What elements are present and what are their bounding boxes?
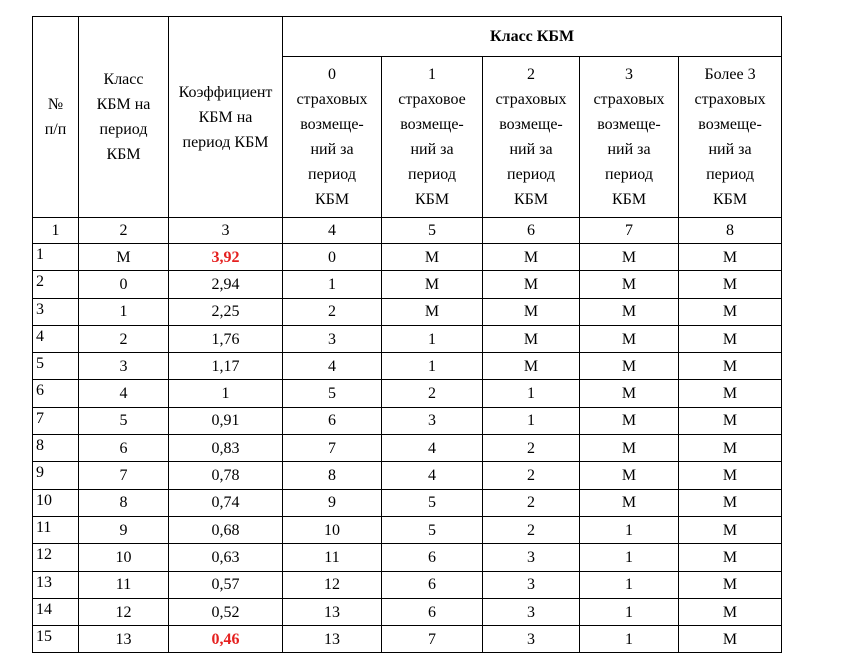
row-claims-2: 1: [483, 407, 580, 434]
row-claims-3: М: [580, 462, 679, 489]
row-claims-more: М: [679, 626, 782, 653]
row-claims-0: 3: [283, 325, 382, 352]
row-coefficient: 0,57: [169, 571, 283, 598]
row-claims-more: М: [679, 571, 782, 598]
row-claims-2: 1: [483, 380, 580, 407]
row-claims-1: 2: [382, 380, 483, 407]
row-claims-2: 2: [483, 489, 580, 516]
table-row: [33, 489, 782, 516]
table-row: [33, 626, 782, 653]
row-coefficient: 1,76: [169, 325, 283, 352]
row-index: 10: [33, 489, 79, 516]
header-claims-2: 2 страховых возмеще- ний за период КБМ: [483, 57, 580, 218]
row-kbm-class: М: [79, 244, 169, 271]
row-kbm-class: 10: [79, 544, 169, 571]
table-row: [33, 380, 782, 407]
row-claims-0: 13: [283, 598, 382, 625]
row-claims-2: 2: [483, 516, 580, 543]
row-claims-0: 2: [283, 298, 382, 325]
row-claims-3: 1: [580, 598, 679, 625]
row-index: 1: [33, 244, 79, 271]
row-claims-0: 4: [283, 353, 382, 380]
row-claims-3: М: [580, 298, 679, 325]
row-claims-0: 11: [283, 544, 382, 571]
row-claims-more: М: [679, 325, 782, 352]
row-coefficient: 1: [169, 380, 283, 407]
row-claims-1: 3: [382, 407, 483, 434]
table-row: [33, 462, 782, 489]
row-claims-0: 9: [283, 489, 382, 516]
table-row: [33, 298, 782, 325]
row-claims-1: 5: [382, 516, 483, 543]
row-index: 2: [33, 271, 79, 298]
row-claims-3: М: [580, 489, 679, 516]
row-claims-3: М: [580, 353, 679, 380]
row-claims-3: М: [580, 244, 679, 271]
row-claims-0: 12: [283, 571, 382, 598]
row-coefficient: 0,78: [169, 462, 283, 489]
header-claims-0: 0 страховых возмеще- ний за период КБМ: [283, 57, 382, 218]
row-claims-3: М: [580, 435, 679, 462]
row-coefficient: 0,83: [169, 435, 283, 462]
row-claims-2: М: [483, 353, 580, 380]
row-coefficient: 2,94: [169, 271, 283, 298]
header-claims-1: 1 страховое возмеще- ний за период КБМ: [382, 57, 483, 218]
row-claims-3: М: [580, 325, 679, 352]
row-index: 15: [33, 626, 79, 653]
row-claims-more: М: [679, 544, 782, 571]
row-claims-1: 6: [382, 544, 483, 571]
row-claims-3: 1: [580, 571, 679, 598]
row-claims-more: М: [679, 353, 782, 380]
row-claims-0: 6: [283, 407, 382, 434]
row-claims-more: М: [679, 407, 782, 434]
row-claims-3: М: [580, 380, 679, 407]
table-header: [33, 17, 782, 244]
row-claims-3: М: [580, 271, 679, 298]
row-kbm-class: 1: [79, 298, 169, 325]
column-number: 4: [283, 218, 382, 244]
row-index: 5: [33, 353, 79, 380]
row-kbm-class: 12: [79, 598, 169, 625]
row-claims-0: 1: [283, 271, 382, 298]
column-number: 1: [33, 218, 79, 244]
table-body: [33, 244, 782, 653]
row-kbm-class: 13: [79, 626, 169, 653]
row-claims-0: 7: [283, 435, 382, 462]
header-claims-more: Более 3 страховых возмеще- ний за период КБМ: [679, 57, 782, 218]
table-row: [33, 544, 782, 571]
table-row: [33, 325, 782, 352]
header-coefficient: Коэффициент КБМ на период КБМ: [169, 17, 283, 218]
row-claims-1: 7: [382, 626, 483, 653]
table-row: [33, 407, 782, 434]
row-kbm-class: 9: [79, 516, 169, 543]
row-coefficient: 2,25: [169, 298, 283, 325]
row-kbm-class: 6: [79, 435, 169, 462]
header-claims-3: 3 страховых возмеще- ний за период КБМ: [580, 57, 679, 218]
row-coefficient: 0,52: [169, 598, 283, 625]
row-claims-0: 8: [283, 462, 382, 489]
row-kbm-class: 3: [79, 353, 169, 380]
row-coefficient: 0,63: [169, 544, 283, 571]
column-number: 8: [679, 218, 782, 244]
row-index: 4: [33, 325, 79, 352]
row-coefficient: 0,74: [169, 489, 283, 516]
row-kbm-class: 4: [79, 380, 169, 407]
row-claims-0: 0: [283, 244, 382, 271]
row-index: 14: [33, 598, 79, 625]
table-row: [33, 271, 782, 298]
row-claims-3: 1: [580, 544, 679, 571]
column-number: 7: [580, 218, 679, 244]
row-coefficient: 0,91: [169, 407, 283, 434]
row-kbm-class: 0: [79, 271, 169, 298]
column-number: 5: [382, 218, 483, 244]
column-number: 2: [79, 218, 169, 244]
table-row: [33, 598, 782, 625]
table-row: [33, 244, 782, 271]
row-index: 11: [33, 516, 79, 543]
row-index: 13: [33, 571, 79, 598]
row-claims-2: М: [483, 244, 580, 271]
row-claims-more: М: [679, 244, 782, 271]
row-coefficient: 0,46: [169, 626, 283, 653]
row-claims-2: 3: [483, 626, 580, 653]
row-coefficient: 1,17: [169, 353, 283, 380]
row-index: 8: [33, 435, 79, 462]
row-claims-1: 4: [382, 435, 483, 462]
row-claims-1: 6: [382, 571, 483, 598]
row-claims-1: М: [382, 298, 483, 325]
row-index: 9: [33, 462, 79, 489]
row-coefficient: 3,92: [169, 244, 283, 271]
row-claims-2: М: [483, 271, 580, 298]
row-claims-2: 3: [483, 571, 580, 598]
row-claims-0: 13: [283, 626, 382, 653]
row-kbm-class: 7: [79, 462, 169, 489]
row-claims-0: 10: [283, 516, 382, 543]
row-claims-1: 1: [382, 353, 483, 380]
row-kbm-class: 5: [79, 407, 169, 434]
table-row: [33, 571, 782, 598]
row-index: 6: [33, 380, 79, 407]
row-claims-1: 5: [382, 489, 483, 516]
row-claims-1: 4: [382, 462, 483, 489]
row-claims-more: М: [679, 380, 782, 407]
column-number-row: [33, 218, 782, 244]
row-index: 12: [33, 544, 79, 571]
row-claims-more: М: [679, 298, 782, 325]
row-claims-1: М: [382, 244, 483, 271]
row-claims-3: 1: [580, 626, 679, 653]
row-claims-0: 5: [283, 380, 382, 407]
row-kbm-class: 11: [79, 571, 169, 598]
table-row: [33, 353, 782, 380]
row-claims-more: М: [679, 462, 782, 489]
column-number: 3: [169, 218, 283, 244]
row-claims-3: 1: [580, 516, 679, 543]
table-row: [33, 435, 782, 462]
row-claims-3: М: [580, 407, 679, 434]
header-index: № п/п: [33, 17, 79, 218]
row-kbm-class: 8: [79, 489, 169, 516]
row-claims-1: 1: [382, 325, 483, 352]
row-claims-2: М: [483, 298, 580, 325]
row-claims-1: 6: [382, 598, 483, 625]
row-claims-2: 3: [483, 598, 580, 625]
header-class: Класс КБМ на период КБМ: [79, 17, 169, 218]
row-claims-2: 3: [483, 544, 580, 571]
table-row: [33, 516, 782, 543]
header-group-title: Класс КБМ: [283, 17, 782, 57]
row-claims-more: М: [679, 598, 782, 625]
row-claims-more: М: [679, 271, 782, 298]
row-claims-more: М: [679, 435, 782, 462]
row-claims-more: М: [679, 516, 782, 543]
row-claims-more: М: [679, 489, 782, 516]
row-claims-2: 2: [483, 462, 580, 489]
row-index: 3: [33, 298, 79, 325]
row-coefficient: 0,68: [169, 516, 283, 543]
row-index: 7: [33, 407, 79, 434]
row-claims-1: М: [382, 271, 483, 298]
row-claims-2: 2: [483, 435, 580, 462]
row-kbm-class: 2: [79, 325, 169, 352]
row-claims-2: М: [483, 325, 580, 352]
kbm-table: [32, 16, 782, 653]
column-number: 6: [483, 218, 580, 244]
